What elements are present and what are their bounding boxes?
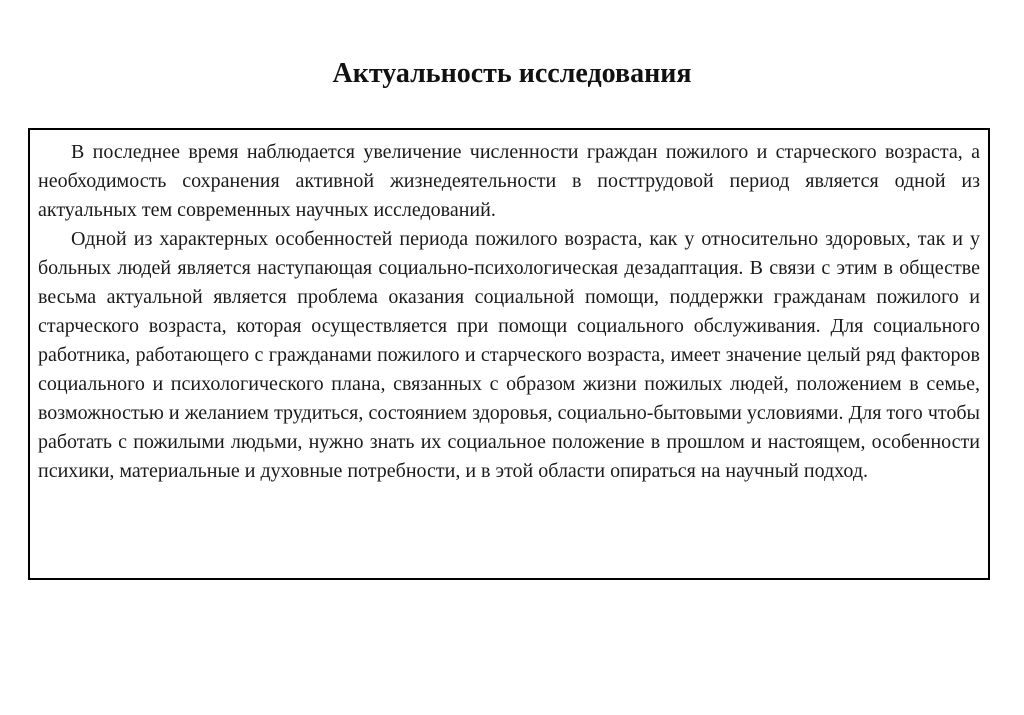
paragraph-1: В последнее время наблюдается увеличение численности граждан пожилого и старческого возраста, а необходимость сохранения активной жизнедеятельности в посттрудовой период является одной из актуальных тем современных научных исследований. (38, 141, 980, 221)
paragraph-2: Одной из характерных особенностей периода пожилого возраста, как у относительно здоровых, так и у больных людей является наступающая социально-психологическая дезадаптация. В связи с этим в обществе весьма актуальной является проблема оказания социальной помощи, поддержки гражданам пожилого и старческого возраста, которая осуществляется при помощи социального обслуживания. Для социального работника, работающего с гражданами пожилого и старческого возраста, имеет значение целый ряд факторов социального и психологического плана, связанных с образом жизни пожилых людей, положением в семье, возможностью и желанием трудиться, состоянием здоровья, социально-бытовыми условиями. Для того чтобы работать с пожилыми людьми, нужно знать их социальное положение в прошлом и настоящем, особенности психики, материальные и духовные потребности, и в этой области опираться на научный подход. (38, 228, 980, 482)
text-frame (28, 128, 990, 580)
slide-title: Актуальность исследования (332, 58, 692, 89)
